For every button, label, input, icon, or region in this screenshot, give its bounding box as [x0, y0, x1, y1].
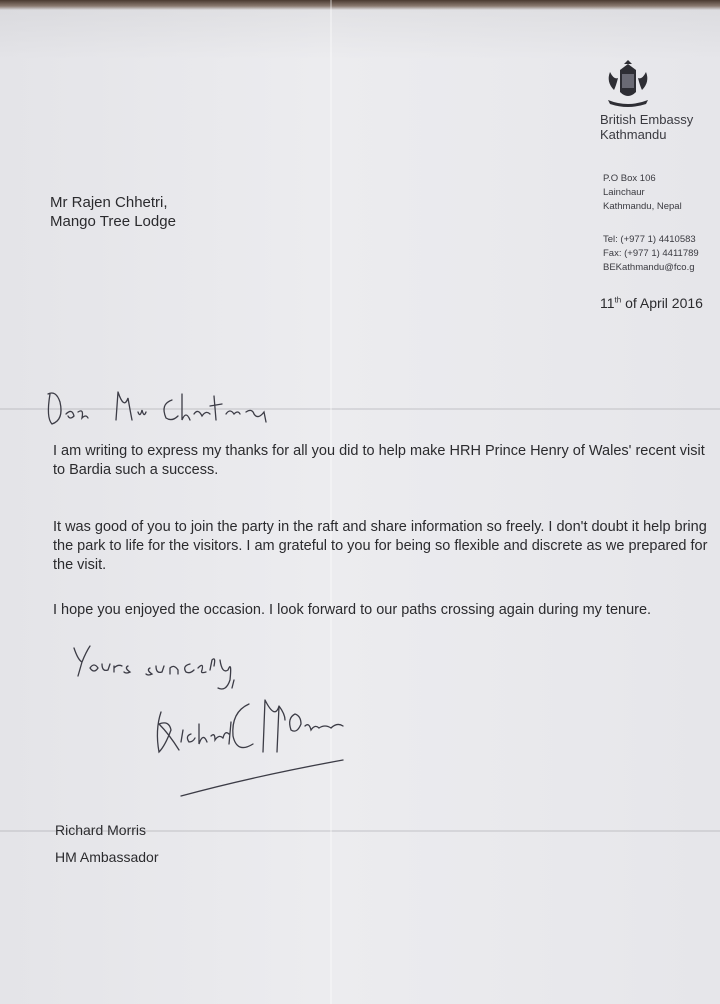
address-line: P.O Box 106	[603, 173, 656, 184]
embassy-city: Kathmandu	[600, 127, 667, 142]
handwritten-salutation	[42, 380, 302, 430]
letter-date	[600, 295, 703, 311]
embassy-contact	[603, 233, 699, 275]
embassy-address	[603, 172, 682, 214]
embassy-name	[600, 112, 693, 142]
signer-name: Richard Morris	[55, 822, 147, 838]
recipient-block	[50, 193, 176, 231]
email: BEKathmandu@fco.g	[603, 262, 695, 273]
body-paragraph: I hope you enjoyed the occasion. I look forward to our paths crossing again during my tenure.	[53, 602, 652, 618]
date-day: 11	[600, 295, 615, 311]
photo-top-edge	[0, 0, 720, 10]
paper-crease	[330, 0, 332, 1004]
handwritten-signature	[145, 690, 350, 805]
body-paragraph: It was good of you to join the party in the raft and share information so freely. I don't doubt it help bring the park to life for the visitors. I am grateful to you for being so flexible and discrete as we prepared for the visit.	[53, 519, 708, 573]
telephone: Tel: (+977 1) 4410583	[603, 234, 696, 245]
royal-crest-icon	[600, 60, 656, 110]
address-line: Kathmandu, Nepal	[603, 201, 682, 212]
date-month-year: of April 2016	[621, 295, 703, 311]
recipient-name: Mr Rajen Chhetri,	[50, 194, 168, 211]
body-paragraph: I am writing to express my thanks for all you did to help make HRH Prince Henry of Wales' recent visit to Bardia such a success.	[53, 443, 705, 478]
fax: Fax: (+977 1) 4411789	[603, 248, 699, 259]
address-line: Lainchaur	[603, 187, 645, 198]
date-suffix: th	[614, 295, 622, 305]
embassy-line: British Embassy	[600, 112, 694, 127]
signer-title: HM Ambassador	[55, 849, 159, 865]
recipient-org: Mango Tree Lodge	[50, 213, 176, 230]
